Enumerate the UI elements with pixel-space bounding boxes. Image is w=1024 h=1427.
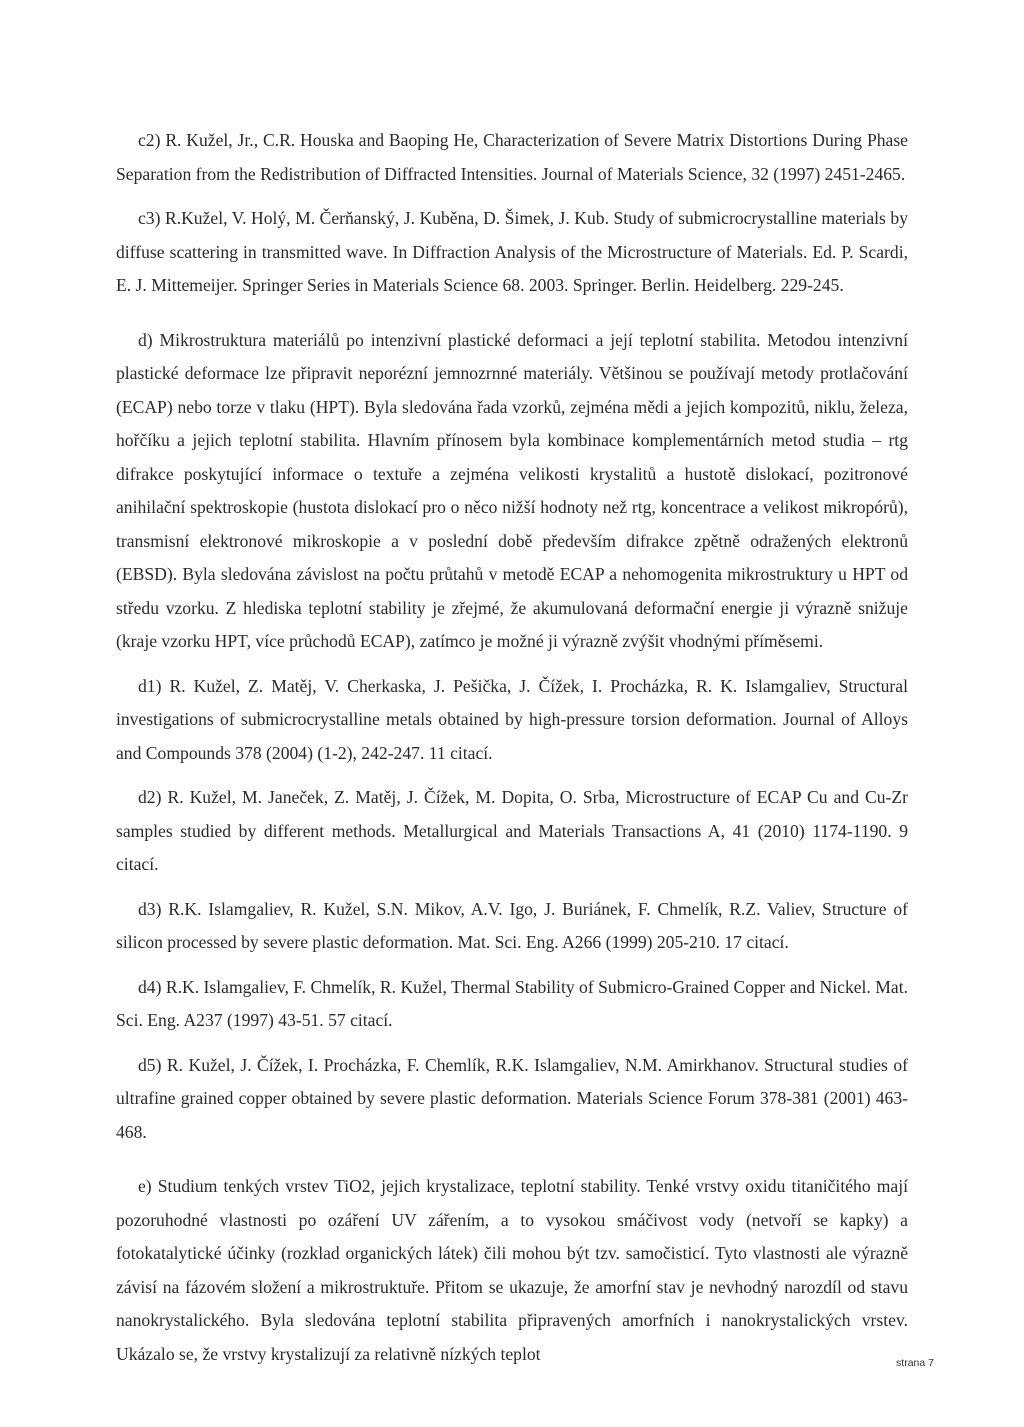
reference-c3: c3) R.Kužel, V. Holý, M. Čerňanský, J. Kuběna, D. Šimek, J. Kub. Study of submicrocrystalline materials by diffuse scattering in transmitted wave. In Diffraction Analysis of the Microstructure of Materials. Ed. P. Scardi, E. J. Mittemeijer. Springer Series in Materials Science 68. 2003. Springer. Berlin. Heidelberg. 229-245.	[116, 208, 908, 295]
reference-d1: d1) R. Kužel, Z. Matěj, V. Cherkaska, J. Pešička, J. Čížek, I. Procházka, R. K. Islamgaliev, Structural investigations of submicrocrystalline metals obtained by high-pressure torsion deformation. Journal of Alloys and Compounds 378 (2004) (1-2), 242-247. 11 citací.	[116, 675, 908, 763]
document-body	[116, 124, 908, 1371]
reference-c2: c2) R. Kužel, Jr., C.R. Houska and Baoping He, Characterization of Severe Matrix Distortions During Phase Separation from the Redistribution of Diffracted Intensities. Journal of Materials Science, 32 (1997) 2451-2465.	[116, 130, 908, 184]
reference-d3: d3) R.K. Islamgaliev, R. Kužel, S.N. Mikov, A.V. Igo, J. Buriánek, F. Chmelík, R.Z. Valiev, Structure of silicon processed by severe plastic deformation. Mat. Sci. Eng. A266 (1999) 205-210. 17 citací.	[116, 898, 908, 952]
section-e-paragraph: e) Studium tenkých vrstev TiO2, jejich krystalizace, teplotní stability. Tenké vrstvy oxidu titaničitého mají pozoruhodné vlastnosti po ozáření UV zářením, a to vysokou smáčivost vody (netvoří se kapky) a fotokatalytické účinky (rozklad organických látek) čili mohou být tzv. samočisticí. Tyto vlastnosti ale výrazně závisí na fázovém složení a mikrostruktuře. Přitom se ukazuje, že amorfní stav je nevhodný narozdíl od stavu nanokrystalického. Byla sledována teplotní stabilita připravených amorfních i nanokrystalických vrstev. Ukázalo se, že vrstvy krystalizují za relativně nízkých teplot	[116, 1176, 908, 1364]
reference-d2: d2) R. Kužel, M. Janeček, Z. Matěj, J. Čížek, M. Dopita, O. Srba, Microstructure of ECAP Cu and Cu-Zr samples studied by different methods. Metallurgical and Materials Transactions A, 41 (2010) 1174-1190. 9 citací.	[116, 787, 908, 874]
page-number: strana 7	[896, 1357, 934, 1369]
section-d-paragraph: d) Mikrostruktura materiálů po intenzivní plastické deformaci a její teplotní stabilita. Metodou intenzivní plastické deformace lze připravit neporézní jemnozrnné materiály. Většinou se používají metody protlačování (ECAP) nebo torze v tlaku (HPT). Byla sledována řada vzorků, zejména mědi a jejich kompozitů, niklu, železa, hořčíku a jejich teplotní stabilita. Hlavním přínosem byla kombinace komplementárních metod studia – rtg difrakce poskytující informace o textuře a zejména velikosti krystalitů a hustotě dislokací, pozitronové anihilační spektroskopie (hustota dislokací pro o něco nižší hodnoty než rtg, koncentrace a velikost mikropórů), transmisní elektronové mikroskopie a v poslední době především difrakce zpětně odražených elektronů (EBSD). Byla sledována závislost na počtu průtahů v metodě ECAP a nehomogenita mikrostruktury u HPT od středu vzorku. Z hlediska teplotní stability je zřejmé, že akumulovaná deformační energie ji výrazně snižuje (kraje vzorku HPT, více průchodů ECAP), zatímco je možné ji výrazně zvýšit vhodnými příměsemi.	[116, 329, 908, 651]
reference-d4: d4) R.K. Islamgaliev, F. Chmelík, R. Kužel, Thermal Stability of Submicro-Grained Copper and Nickel. Mat. Sci. Eng. A237 (1997) 43-51. 57 citací.	[116, 976, 908, 1030]
reference-d5: d5) R. Kužel, J. Čížek, I. Procházka, F. Chemlík, R.K. Islamgaliev, N.M. Amirkhanov. Structural studies of ultrafine grained copper obtained by severe plastic deformation. Materials Science Forum 378-381 (2001) 463-468.	[116, 1054, 908, 1142]
